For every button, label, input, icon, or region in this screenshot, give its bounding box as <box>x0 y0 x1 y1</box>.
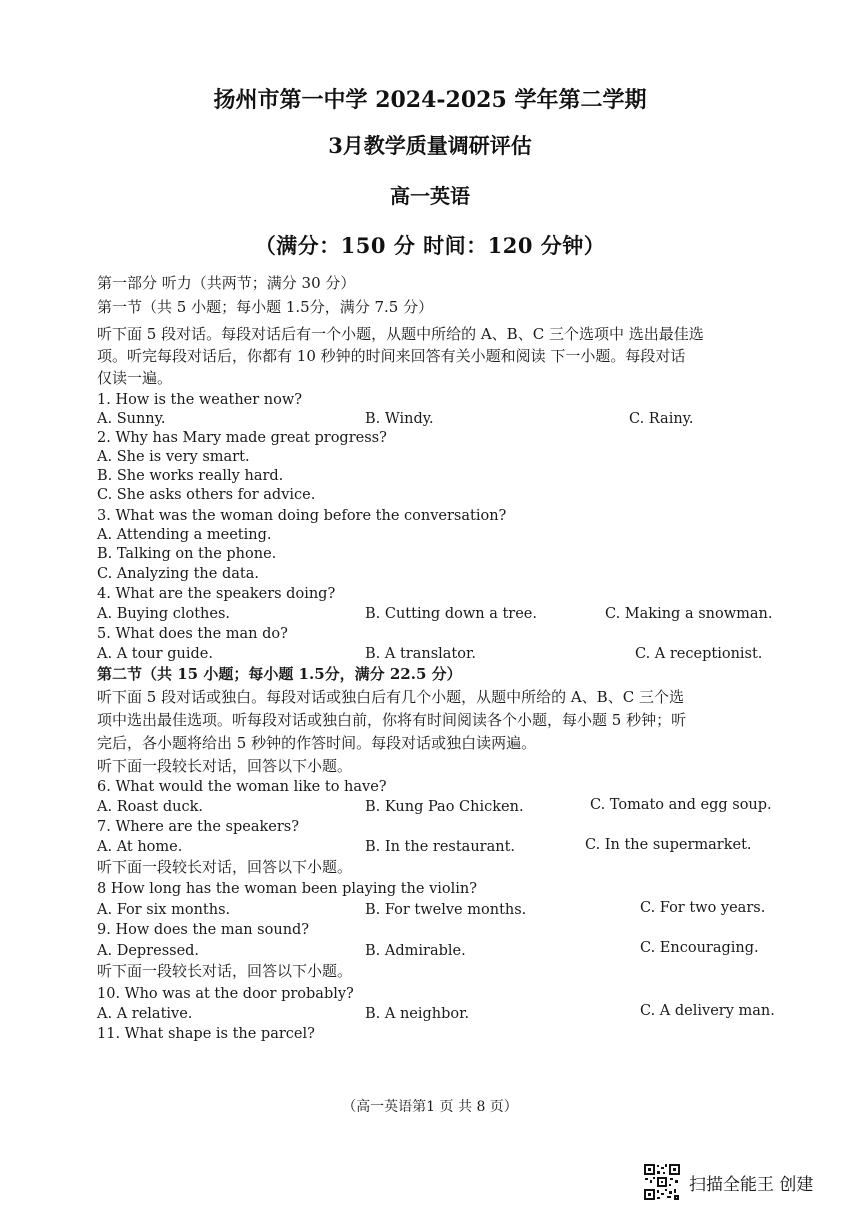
exam-title: 3月教学质量调研评估 <box>328 133 532 158</box>
q2-option-b: B. She works really hard. <box>97 468 284 484</box>
q1-option-a: A. Sunny. <box>97 411 166 427</box>
question-2: 2. Why has Mary made great progress? <box>97 430 387 446</box>
question-3: 3. What was the woman doing before the conversation? <box>97 508 507 524</box>
question-4: 4. What are the speakers doing? <box>97 586 336 602</box>
section2-instruction-3: 完后，各小题将给出 5 秒钟的作答时间。每段对话或独白读两遍。 <box>97 734 537 752</box>
q6-option-a: A. Roast duck. <box>97 799 203 815</box>
q6-option-c: C. Tomato and egg soup. <box>590 797 772 813</box>
q3-option-b: B. Talking on the phone. <box>97 546 277 562</box>
q7-option-c: C. In the supermarket. <box>585 837 752 853</box>
scanner-watermark <box>643 1162 813 1202</box>
score-time: （满分：150 分 时间：120 分钟） <box>254 233 606 258</box>
q8-option-a: A. For six months. <box>97 902 231 918</box>
q9-option-a: A. Depressed. <box>97 943 200 959</box>
section1-instruction-3: 仅读一遍。 <box>97 369 173 387</box>
watermark-text: 扫描全能王 创建 <box>689 1174 814 1195</box>
question-9: 9. How does the man sound? <box>97 922 310 938</box>
part1-heading: 第一部分 听力（共两节；满分 30 分） <box>97 274 356 292</box>
q5-option-a: A. A tour guide. <box>97 646 213 662</box>
question-5: 5. What does the man do? <box>97 626 288 642</box>
q7-option-a: A. At home. <box>97 839 183 855</box>
question-1: 1. How is the weather now? <box>97 392 303 408</box>
question-10: 10. Who was at the door probably? <box>97 986 354 1002</box>
question-8: 8 How long has the woman been playing the violin? <box>97 881 478 897</box>
q7-option-b: B. In the restaurant. <box>365 839 516 855</box>
q5-option-b: B. A translator. <box>365 646 476 662</box>
dialogue-intro-3: 听下面一段较长对话，回答以下小题。 <box>97 962 353 980</box>
q3-option-c: C. Analyzing the data. <box>97 566 259 582</box>
section1-instruction-1: 听下面 5 段对话。每段对话后有一个小题，从题中所给的 A、B、C 三个选项中 选出最佳选 <box>97 325 704 343</box>
q2-option-c: C. She asks others for advice. <box>97 487 316 503</box>
school-title: 扬州市第一中学 2024-2025 学年第二学期 <box>213 87 647 113</box>
q10-option-c: C. A delivery man. <box>640 1003 775 1019</box>
page-footer: （高一英语第1 页 共 8 页） <box>342 1099 518 1115</box>
question-11: 11. What shape is the parcel? <box>97 1026 315 1042</box>
q8-option-c: C. For two years. <box>640 900 766 916</box>
section2-instruction-1: 听下面 5 段对话或独白。每段对话或独白后有几个小题，从题中所给的 A、B、C 三个选 <box>97 688 684 706</box>
dialogue-intro-1: 听下面一段较长对话，回答以下小题。 <box>97 757 353 775</box>
q3-option-a: A. Attending a meeting. <box>97 527 272 543</box>
section1-instruction-2: 项。听完每段对话后，你都有 10 秒钟的时间来回答有关小题和阅读 下一小题。每段对话 <box>97 347 686 365</box>
q1-option-b: B. Windy. <box>365 411 434 427</box>
q10-option-a: A. A relative. <box>97 1006 193 1022</box>
qr-code-icon <box>643 1163 681 1201</box>
subject-title: 高一英语 <box>390 184 470 208</box>
q1-option-c: C. Rainy. <box>629 411 694 427</box>
section2-instruction-2: 项中选出最佳选项。听每段对话或独白前，你将有时间阅读各个小题，每小题 5 秒钟；听 <box>97 711 687 729</box>
q9-option-c: C. Encouraging. <box>640 940 759 956</box>
q6-option-b: B. Kung Pao Chicken. <box>365 799 524 815</box>
q10-option-b: B. A neighbor. <box>365 1006 470 1022</box>
section2-heading: 第二节（共 15 小题；每小题 1.5分，满分 22.5 分） <box>97 665 462 683</box>
dialogue-intro-2: 听下面一段较长对话，回答以下小题。 <box>97 858 353 876</box>
q9-option-b: B. Admirable. <box>365 943 466 959</box>
question-6: 6. What would the woman like to have? <box>97 779 387 795</box>
question-7: 7. Where are the speakers? <box>97 819 299 835</box>
q2-option-a: A. She is very smart. <box>97 449 250 465</box>
section1-heading: 第一节（共 5 小题；每小题 1.5分，满分 7.5 分） <box>97 298 434 316</box>
q4-option-b: B. Cutting down a tree. <box>365 606 537 622</box>
q4-option-c: C. Making a snowman. <box>605 606 773 622</box>
q4-option-a: A. Buying clothes. <box>97 606 231 622</box>
q8-option-b: B. For twelve months. <box>365 902 527 918</box>
q5-option-c: C. A receptionist. <box>635 646 763 662</box>
